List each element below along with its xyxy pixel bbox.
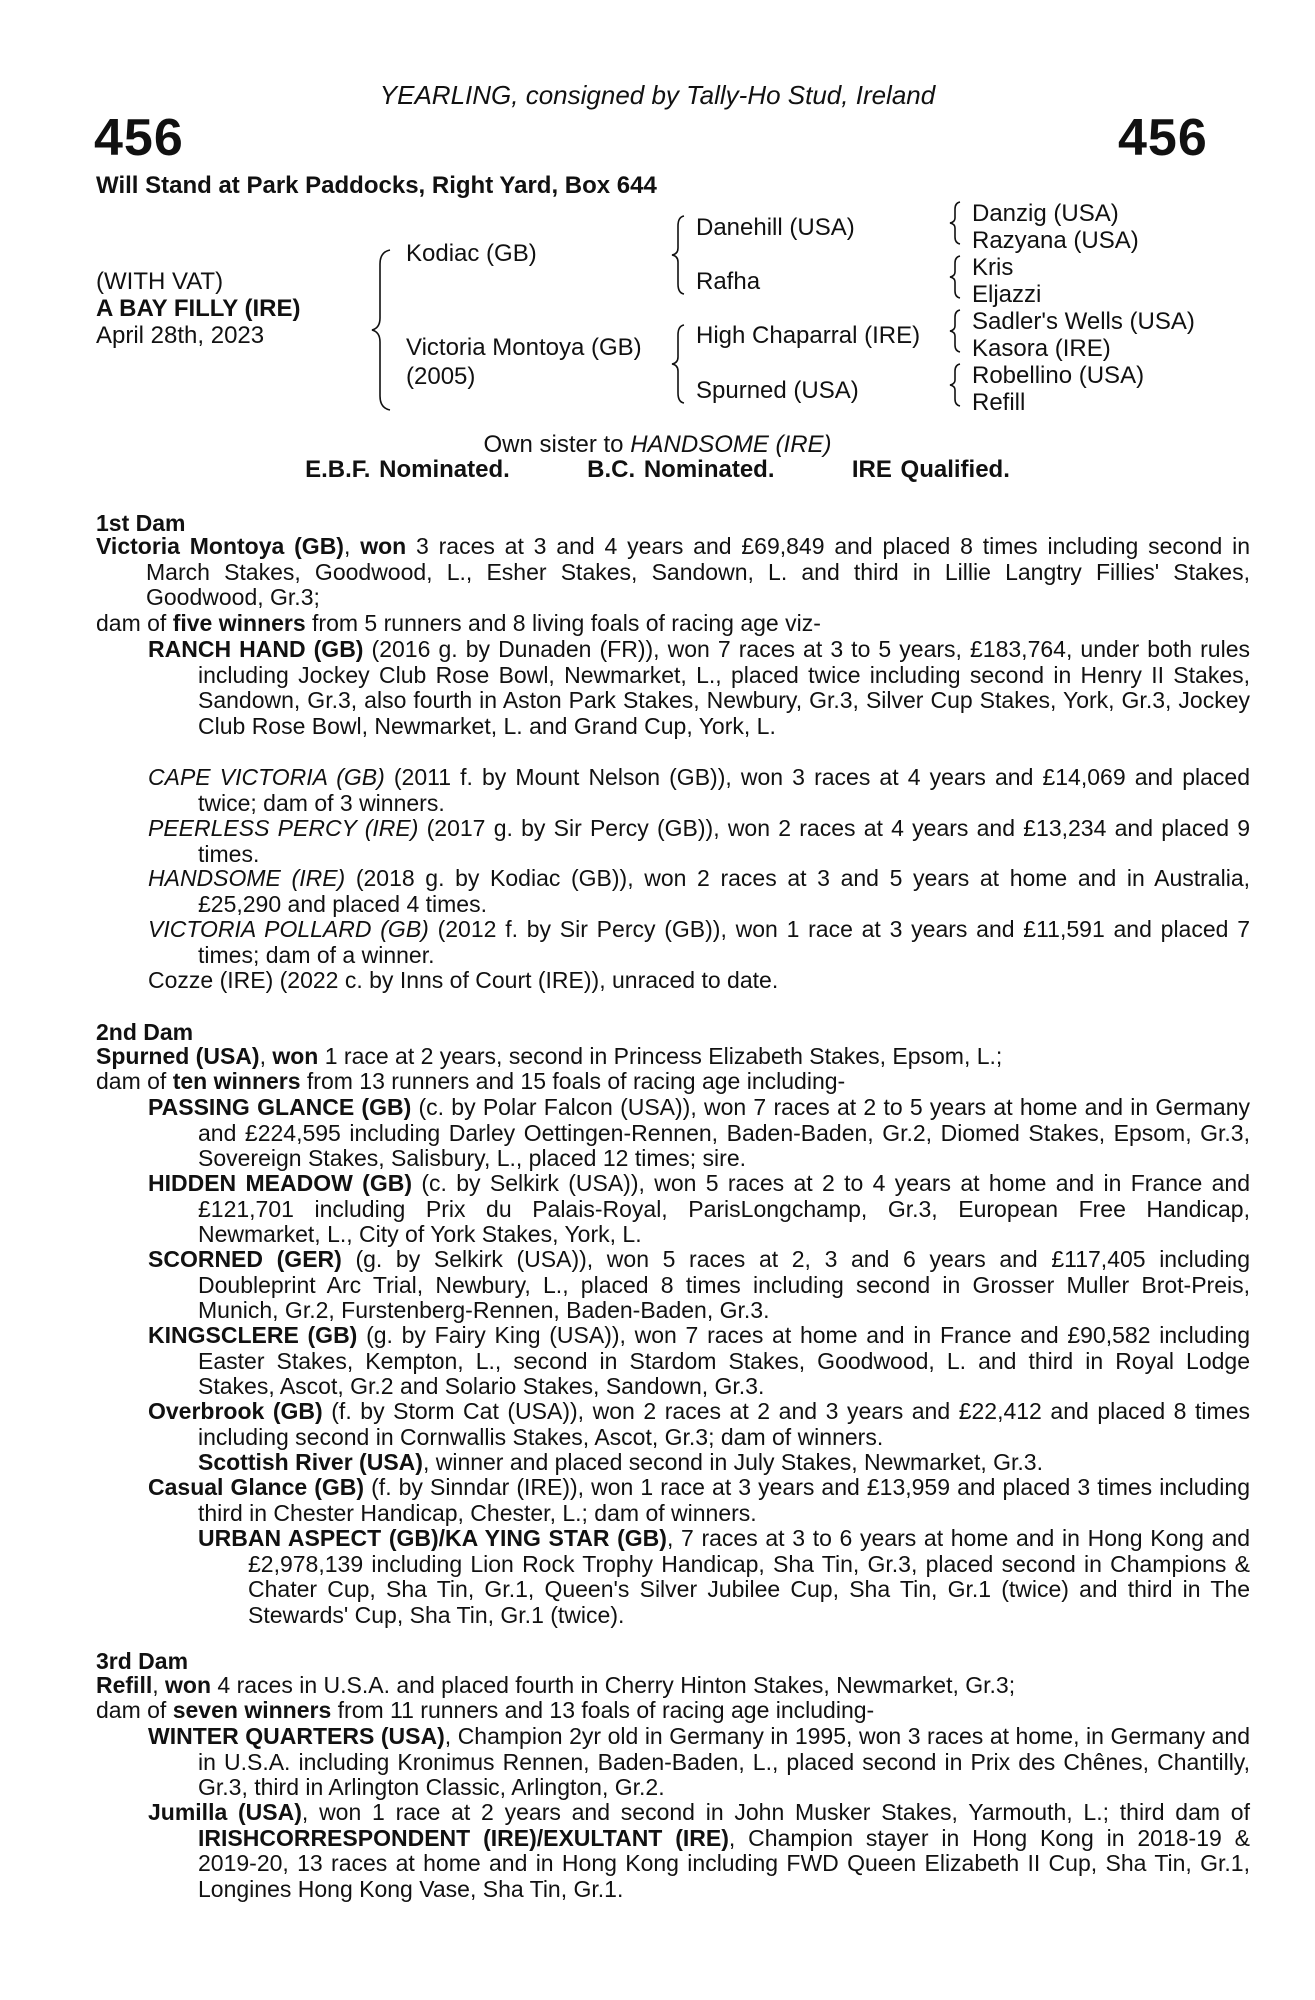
gen3-8: Refill bbox=[972, 389, 1026, 416]
first-dam-heading: 1st Dam bbox=[96, 510, 186, 536]
pedigree-brace bbox=[670, 214, 688, 296]
produce-entry: PEERLESS PERCY (IRE) (2017 g. by Sir Percy (GB)), won 2 races at 4 years and £13,234 and placed 9 times. bbox=[148, 815, 1251, 867]
sire-sire: Danehill (USA) bbox=[696, 214, 855, 241]
produce-entry: KINGSCLERE (GB) (g. by Fairy King (USA)), won 7 races at home and in France and £90,582 including Easter Stakes, Kempton, L., second in Stardom Stakes, Goodwood, L. and third in Royal Lodge Stakes, Ascot, Gr.2 and Solario Stakes, Sandown, Gr.3. bbox=[148, 1322, 1251, 1400]
dam: Victoria Montoya (GB) bbox=[406, 334, 642, 361]
gen3-6: Kasora (IRE) bbox=[972, 335, 1111, 362]
third-dam-produce-line: dam of seven winners from 11 runners and 13 foals of racing age including- bbox=[96, 1697, 875, 1723]
nominations bbox=[0, 456, 1315, 484]
produce-entry: RANCH HAND (GB) (2016 g. by Dunaden (FR)), won 7 races at 3 to 5 years, £183,764, under both rules including Jockey Club Rose Bowl, Newmarket, L., placed twice including second in Henry II Stakes, Sandown, Gr.3, also fourth in Aston Park Stakes, Newbury, Gr.3, Silver Cup Stakes, York, Gr.3, Jockey Club Rose Bowl, Newmarket, L. and Grand Cup, York, L. bbox=[148, 636, 1250, 739]
gen3-7: Robellino (USA) bbox=[972, 362, 1145, 389]
produce-entry: WINTER QUARTERS (USA), Champion 2yr old in Germany in 1995, won 3 races at home, in Germany and in U.S.A. including Kronimus Rennen, Baden-Baden, L., placed second in Prix des Chênes, Chantilly, Gr.3, third in Arlington Classic, Arlington, Gr.2. bbox=[148, 1723, 1250, 1801]
pedigree-brace bbox=[948, 362, 964, 408]
dam-dam: Spurned (USA) bbox=[696, 377, 859, 404]
pedigree-brace bbox=[948, 200, 964, 246]
foaling-date: April 28th, 2023 bbox=[96, 322, 265, 349]
third-dam-heading: 3rd Dam bbox=[96, 1648, 189, 1674]
bc-nomination: B.C. Nominated. bbox=[587, 456, 775, 483]
produce-entry: Casual Glance (GB) (f. by Sinndar (IRE)), won 1 race at 3 years and £13,959 and placed 3 times including third in Chester Handicap, Chester, L.; dam of winners. bbox=[148, 1474, 1250, 1526]
produce-entry: VICTORIA POLLARD (GB) (2012 f. by Sir Percy (GB)), won 1 race at 3 years and £11,591 and placed 7 times; dam of a winner. bbox=[148, 916, 1250, 968]
second-dam-produce-line: dam of ten winners from 13 runners and 15 foals of racing age including- bbox=[96, 1068, 846, 1094]
consignor-line: YEARLING, consigned by Tally-Ho Stud, Ireland bbox=[379, 80, 936, 110]
produce-entry: Scottish River (USA), winner and placed second in July Stakes, Newmarket, Gr.3. bbox=[198, 1449, 1043, 1475]
pedigree-brace bbox=[670, 323, 688, 405]
produce-entry: SCORNED (GER) (g. by Selkirk (USA)), won 5 races at 2, 3 and 6 years and £117,405 including Doubleprint Arc Trial, Newbury, L., placed 8 times including second in Grosser Muller Brot-Preis, Munich, Gr.2, Furstenberg-Rennen, Baden-Baden, Gr.3. bbox=[148, 1246, 1250, 1324]
produce-entry: HIDDEN MEADOW (GB) (c. by Selkirk (USA)), won 5 races at 2 to 4 years at home and in France and £121,701 including Prix du Palais-Royal, ParisLongchamp, Gr.3, European Free Handicap, Newmarket, L., City of York Stakes, York, L. bbox=[148, 1170, 1250, 1248]
gen3-1: Danzig (USA) bbox=[972, 200, 1119, 227]
dam-sire: High Chaparral (IRE) bbox=[696, 322, 921, 349]
vat-note: (WITH VAT) bbox=[96, 268, 224, 295]
pedigree-brace bbox=[370, 248, 394, 412]
sire-dam: Rafha bbox=[696, 268, 761, 295]
produce-entry: Jumilla (USA), won 1 race at 2 years and second in John Musker Stakes, Yarmouth, L.; third dam of IRISHCORRESPONDENT (IRE)/EXULTANT (IRE), Champion stayer in Hong Kong in 2018-19 & 2019-20, 13 races at home and in Hong Kong including FWD Queen Elizabeth II Cup, Sha Tin, Gr.1, Longines Hong Kong Vase, Sha Tin, Gr.1. bbox=[148, 1799, 1251, 1902]
first-dam-produce-line: dam of five winners from 5 runners and 8 living foals of racing age viz- bbox=[96, 610, 821, 636]
gen3-4: Eljazzi bbox=[972, 281, 1042, 308]
produce-entry: URBAN ASPECT (GB)/KA YING STAR (GB), 7 races at 3 to 6 years at home and in Hong Kong and £2,978,139 including Lion Rock Trophy Handicap, Sha Tin, Gr.3, placed second in Champions & Chater Cup, Sha Tin, Gr.1, Queen's Silver Jubilee Cup, Sha Tin, Gr.1 (twice) and third in The Stewards' Cup, Sha Tin, Gr.1 (twice). bbox=[198, 1525, 1250, 1628]
produce-entry: Overbrook (GB) (f. by Storm Cat (USA)), won 2 races at 2 and 3 years and £22,412 and placed 8 times including second in Cornwallis Stakes, Ascot, Gr.3; dam of winners. bbox=[148, 1398, 1250, 1450]
lot-number-left: 456 bbox=[94, 109, 184, 167]
stand-location: Will Stand at Park Paddocks, Right Yard, Box 644 bbox=[96, 172, 657, 199]
dam-year: (2005) bbox=[406, 363, 476, 390]
produce-entry: CAPE VICTORIA (GB) (2011 f. by Mount Nelson (GB)), won 3 races at 4 years and £14,069 and placed twice; dam of 3 winners. bbox=[148, 764, 1250, 816]
first-dam-summary: Victoria Montoya (GB), won 3 races at 3 and 4 years and £69,849 and placed 8 times including second in March Stakes, Goodwood, L., Esher Stakes, Sandown, L. and third in Lillie Langtry Fillies' Stakes, Goodwood, Gr.3; bbox=[96, 533, 1251, 611]
horse-name: A BAY FILLY (IRE) bbox=[96, 295, 301, 322]
second-dam-heading: 2nd Dam bbox=[96, 1019, 194, 1045]
produce-entry: PASSING GLANCE (GB) (c. by Polar Falcon (USA)), won 7 races at 2 to 5 years at home and in Germany and £224,595 including Darley Oettingen-Rennen, Baden-Baden, Gr.2, Diomed Stakes, Epsom, Gr.3, Sovereign Stakes, Salisbury, L., placed 12 times; sire. bbox=[148, 1094, 1250, 1172]
gen3-3: Kris bbox=[972, 254, 1014, 281]
gen3-2: Razyana (USA) bbox=[972, 227, 1139, 254]
own-sister-note: Own sister to HANDSOME (IRE) bbox=[483, 431, 832, 458]
second-dam-summary: Spurned (USA), won 1 race at 2 years, second in Princess Elizabeth Stakes, Epsom, L.; bbox=[96, 1043, 1003, 1069]
ire-qualification: IRE Qualified. bbox=[851, 456, 1010, 483]
pedigree-brace bbox=[948, 308, 964, 354]
gen3-5: Sadler's Wells (USA) bbox=[972, 308, 1195, 335]
pedigree-brace bbox=[948, 254, 964, 300]
sire: Kodiac (GB) bbox=[406, 240, 537, 267]
produce-entry: HANDSOME (IRE) (2018 g. by Kodiac (GB)), won 2 races at 3 and 5 years at home and in Australia, £25,290 and placed 4 times. bbox=[148, 865, 1251, 917]
ebf-nomination: E.B.F. Nominated. bbox=[305, 456, 510, 483]
third-dam-summary: Refill, won 4 races in U.S.A. and placed fourth in Cherry Hinton Stakes, Newmarket, Gr.3; bbox=[96, 1672, 1016, 1698]
produce-entry: Cozze (IRE) (2022 c. by Inns of Court (IRE)), unraced to date. bbox=[148, 967, 779, 993]
lot-number-right: 456 bbox=[1118, 109, 1208, 167]
